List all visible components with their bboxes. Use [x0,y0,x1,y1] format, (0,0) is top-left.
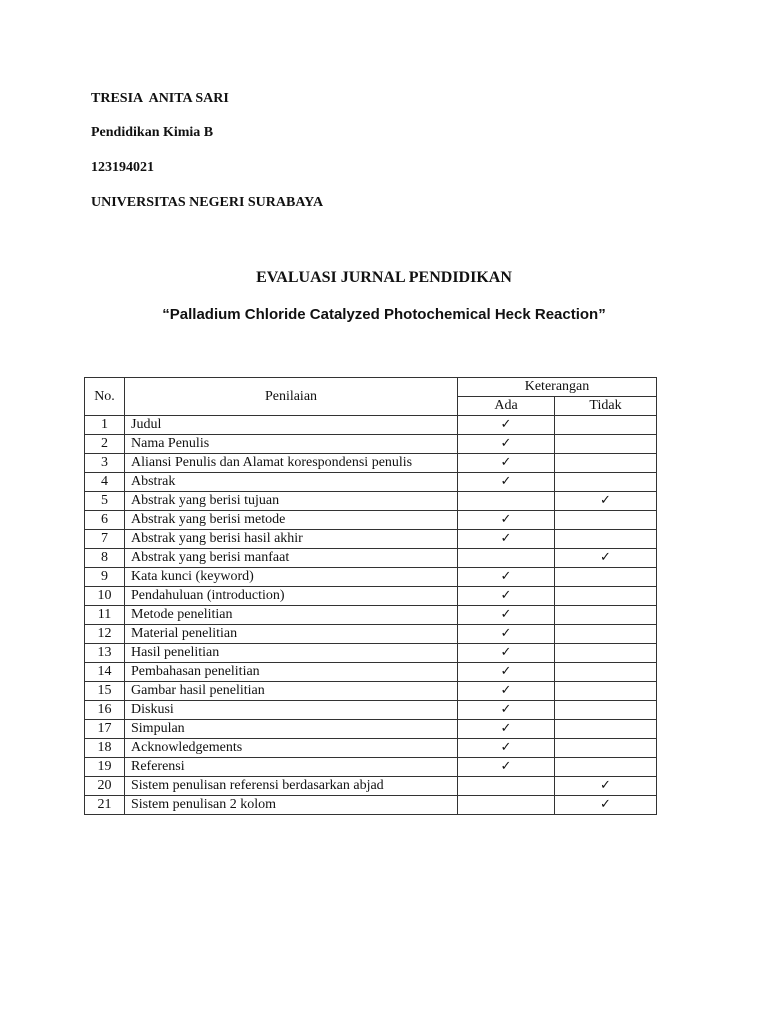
row-number: 16 [85,701,125,720]
ada-cell [458,473,555,492]
row-number: 15 [85,682,125,701]
checkmark-icon: ✓ [500,512,512,527]
tidak-cell [555,625,657,644]
student-nim: 123194021 [91,160,154,175]
header-penilaian: Penilaian [125,378,458,416]
checkmark-icon: ✓ [500,474,512,489]
row-number: 13 [85,644,125,663]
row-criterion: Gambar hasil penelitian [125,682,458,701]
tidak-cell [555,511,657,530]
table-row [85,606,657,625]
row-number: 18 [85,739,125,758]
checkmark-icon: ✓ [500,721,512,736]
table-row [85,777,657,796]
row-number: 19 [85,758,125,777]
tidak-cell [555,416,657,435]
row-number: 14 [85,663,125,682]
table-row [85,663,657,682]
table-row [85,796,657,815]
ada-cell [458,606,555,625]
row-criterion: Pendahuluan (introduction) [125,587,458,606]
row-criterion: Diskusi [125,701,458,720]
row-criterion: Acknowledgements [125,739,458,758]
header-keterangan: Keterangan [458,378,657,397]
table-row [85,530,657,549]
checkmark-icon: ✓ [600,493,611,508]
row-number: 2 [85,435,125,454]
row-criterion: Metode penelitian [125,606,458,625]
ada-cell [458,720,555,739]
checkmark-icon: ✓ [500,626,512,641]
table-row [85,720,657,739]
row-criterion: Simpulan [125,720,458,739]
ada-cell [458,492,555,511]
ada-cell [458,511,555,530]
row-criterion: Nama Penulis [125,435,458,454]
table-body [85,416,657,815]
checkmark-icon: ✓ [600,797,611,812]
ada-cell [458,625,555,644]
row-criterion: Sistem penulisan 2 kolom [125,796,458,815]
checkmark-icon: ✓ [500,588,512,603]
row-criterion: Abstrak yang berisi manfaat [125,549,458,568]
table-row [85,454,657,473]
checkmark-icon: ✓ [600,550,611,565]
header-ada: Ada [458,397,555,416]
ada-cell [458,416,555,435]
row-criterion: Hasil penelitian [125,644,458,663]
tidak-cell [555,587,657,606]
checkmark-icon: ✓ [500,759,512,774]
document-subtitle: “Palladium Chloride Catalyzed Photochemical Heck Reaction” [162,306,606,323]
ada-cell [458,587,555,606]
checkmark-icon: ✓ [500,607,512,622]
tidak-cell [555,606,657,625]
checkmark-icon: ✓ [500,740,512,755]
student-program: Pendidikan Kimia B [91,125,214,140]
table-row [85,625,657,644]
table-row [85,473,657,492]
table-row [85,739,657,758]
table-row [85,644,657,663]
ada-cell [458,530,555,549]
row-criterion: Abstrak yang berisi metode [125,511,458,530]
row-number: 4 [85,473,125,492]
table-row [85,682,657,701]
table-row [85,435,657,454]
row-criterion: Kata kunci (keyword) [125,568,458,587]
checkmark-icon: ✓ [500,664,512,679]
tidak-cell [555,777,657,796]
row-number: 3 [85,454,125,473]
ada-cell [458,568,555,587]
table-row [85,416,657,435]
student-name: TRESIA ANITA SARI [91,91,229,106]
table-row [85,758,657,777]
ada-cell [458,682,555,701]
checkmark-icon: ✓ [500,645,512,660]
tidak-cell [555,568,657,587]
ada-cell [458,549,555,568]
tidak-cell [555,492,657,511]
ada-cell [458,644,555,663]
checkmark-icon: ✓ [500,417,512,432]
tidak-cell [555,454,657,473]
tidak-cell [555,530,657,549]
tidak-cell [555,435,657,454]
row-number: 1 [85,416,125,435]
checkmark-icon: ✓ [500,683,512,698]
evaluation-table [84,377,657,815]
table-row [85,568,657,587]
row-criterion: Judul [125,416,458,435]
row-number: 9 [85,568,125,587]
row-criterion: Abstrak yang berisi tujuan [125,492,458,511]
row-number: 17 [85,720,125,739]
tidak-cell [555,720,657,739]
ada-cell [458,435,555,454]
row-number: 7 [85,530,125,549]
row-criterion: Abstrak yang berisi hasil akhir [125,530,458,549]
row-criterion: Pembahasan penelitian [125,663,458,682]
table-row [85,492,657,511]
tidak-cell [555,663,657,682]
table-row [85,511,657,530]
table-header-row [85,378,657,397]
checkmark-icon: ✓ [500,455,512,470]
student-university: UNIVERSITAS NEGERI SURABAYA [91,195,324,210]
row-criterion: Referensi [125,758,458,777]
ada-cell [458,758,555,777]
ada-cell [458,739,555,758]
row-criterion: Sistem penulisan referensi berdasarkan abjad [125,777,458,796]
tidak-cell [555,701,657,720]
row-number: 6 [85,511,125,530]
tidak-cell [555,644,657,663]
row-number: 5 [85,492,125,511]
row-number: 12 [85,625,125,644]
tidak-cell [555,758,657,777]
ada-cell [458,454,555,473]
row-criterion: Abstrak [125,473,458,492]
document-title: EVALUASI JURNAL PENDIDIKAN [256,269,512,286]
header-no: No. [85,378,125,416]
ada-cell [458,777,555,796]
row-number: 20 [85,777,125,796]
tidak-cell [555,739,657,758]
row-criterion: Aliansi Penulis dan Alamat korespondensi penulis [125,454,458,473]
tidak-cell [555,682,657,701]
row-number: 10 [85,587,125,606]
ada-cell [458,701,555,720]
row-number: 11 [85,606,125,625]
checkmark-icon: ✓ [600,778,611,793]
checkmark-icon: ✓ [500,702,512,717]
header-tidak: Tidak [555,397,657,416]
table-row [85,701,657,720]
checkmark-icon: ✓ [500,569,512,584]
row-number: 8 [85,549,125,568]
ada-cell [458,796,555,815]
table-row [85,549,657,568]
row-number: 21 [85,796,125,815]
table-row [85,587,657,606]
checkmark-icon: ✓ [500,436,512,451]
checkmark-icon: ✓ [500,531,512,546]
tidak-cell [555,796,657,815]
tidak-cell [555,549,657,568]
ada-cell [458,663,555,682]
tidak-cell [555,473,657,492]
row-criterion: Material penelitian [125,625,458,644]
